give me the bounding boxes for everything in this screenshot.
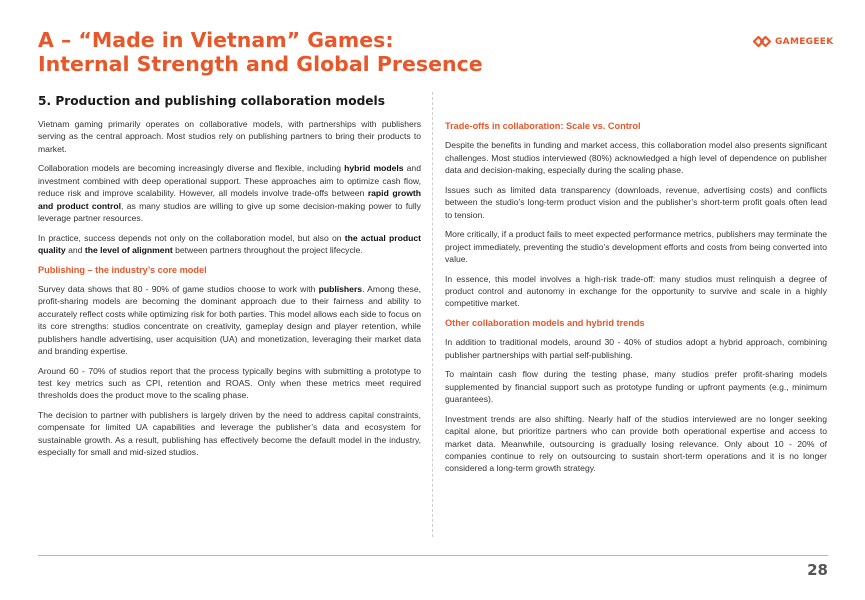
right-paragraph-6: To maintain cash flow during the testing phase, many studios prefer profit-sharing models supplemented by financial support such as prototype funding or upfront payments (e.g., minimum guarantees). — [445, 369, 827, 405]
page-title-line-2: Internal Strength and Global Presence — [38, 52, 483, 76]
brand-name: GAMEGEEK — [775, 36, 834, 47]
highlight-publishers: publishers — [318, 284, 363, 295]
page-number: 28 — [807, 561, 828, 579]
left-paragraph-5: Around 60 - 70% of studios report that the process typically begins with submitting a prototype to test key metrics such as CPI, retention and ROAS. Only when these metrics meet required thresholds does the product move to the scaling phase. — [38, 365, 421, 401]
left-paragraph-3: In practice, success depends not only on the collaboration model, but also on the actual product quality and the level of alignment between partners throughout the project lifecycle. — [38, 232, 421, 256]
highlight-alignment: the level of alignment — [84, 245, 173, 256]
right-paragraph-7: Investment trends are also shifting. Nearly half of the studios interviewed are no longer seeking capital alone, but prioritize partners who can provide both operational expertise and access to market data. Meanwhile, outsourcing is gradually losing relevance. Only about 10 - 20% of companies continue to rely on outsourcing to sustain short-term operations and it is no longer considered a long-term growth strategy. — [445, 413, 827, 474]
right-paragraph-1: Despite the benefits in funding and market access, this collaboration model also presents significant challenges. Most studios interviewed (80%) acknowledged a high level of dependence on publisher data and decision-making, especially during the scaling phase. — [445, 140, 827, 176]
gamegeek-logo-icon — [752, 35, 772, 48]
subheading-hybrid-trends: Other collaboration models and hybrid trends — [445, 318, 645, 329]
left-paragraph-2: Collaboration models are becoming increasingly diverse and flexible, including hybrid models and investment combined with deep operational support. These approaches aim to optimize cash flow, reduce risk and improve scalability. However, all models involve trade-offs between rapid growth and product control, as many studios are willing to give up some decision-making power to fully leverage partner resources. — [38, 163, 421, 224]
right-paragraph-3: More critically, if a product fails to meet expected performance metrics, publishers may terminate the project immediately, preventing the studio’s development efforts and costs from being converted into value. — [445, 229, 827, 265]
right-paragraph-2: Issues such as limited data transparency (downloads, revenue, advertising costs) and conflicts between the studio’s long-term product vision and the publisher’s short-term profit goals often lead to tension. — [445, 184, 827, 220]
left-column — [38, 118, 421, 466]
highlight-product-quality: the actual product quality — [38, 232, 421, 256]
section-title: 5. Production and publishing collaboration models — [38, 94, 385, 108]
brand-logo — [752, 35, 834, 48]
left-paragraph-1: Vietnam gaming primarily operates on collaborative models, with partnerships with publishers serving as the central approach. Most studios rely on publishing partners to bring their products to market. — [38, 119, 421, 154]
page-title-line-1: A – “Made in Vietnam” Games: — [38, 28, 394, 52]
right-column — [445, 120, 827, 482]
page-title — [38, 28, 483, 76]
right-paragraph-4: In essence, this model involves a high-risk trade-off: many studios must relinquish a degree of product control and autonomy in exchange for the opportunity to survive and scale in a highly competitive market. — [445, 273, 827, 309]
highlight-hybrid-models: hybrid models — [344, 163, 404, 174]
subheading-trade-offs: Trade-offs in collaboration: Scale vs. Control — [445, 121, 641, 131]
column-divider — [432, 92, 433, 537]
left-paragraph-6: The decision to partner with publishers is largely driven by the need to address capital constraints, compensate for limited UA capabilities and leverage the publisher’s data and ecosystem for sustainable growth. As a result, publishing has effectively become the default model in the industry, especially for small and mid-sized studios. — [38, 410, 421, 458]
left-paragraph-4: Survey data shows that 80 - 90% of game studios choose to work with publishers. Among these, profit-sharing models are becoming the dominant approach due to their fairness and ability to accurately reflect costs while optimizing risk for both parties. This model allows each side to focus on its core strengths: studios concentrate on creativity, gameplay design and player retention, while publishers handle advertising, user acquisition (UA) and monetization, leveraging their market data and branding expertise. — [38, 284, 422, 357]
right-paragraph-5: In addition to traditional models, around 30 - 40% of studios adopt a hybrid approach, combining publisher partnerships with partial self-publishing. — [445, 337, 827, 360]
subheading-publishing: Publishing – the industry’s core model — [38, 264, 207, 275]
highlight-growth-control: rapid growth and product control — [38, 188, 421, 211]
footer-divider — [38, 555, 828, 556]
